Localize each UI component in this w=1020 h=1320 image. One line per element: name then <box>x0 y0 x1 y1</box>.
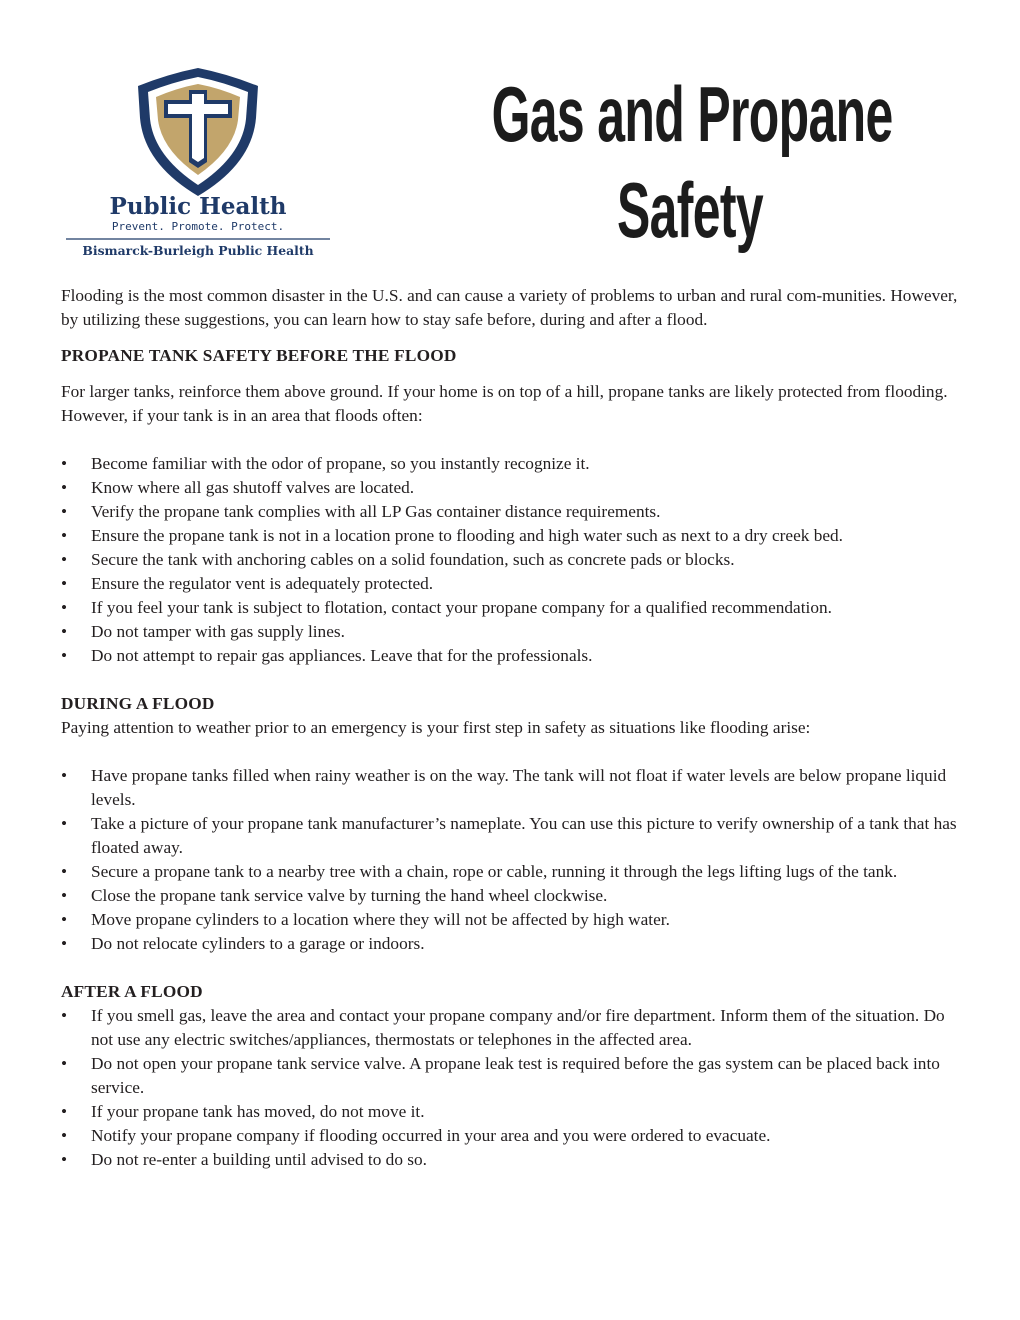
list-item: • Do not re-enter a building until advised to do so. <box>61 1148 963 1172</box>
title-line-2: Safety <box>617 166 763 254</box>
during-flood-list <box>61 764 963 956</box>
section-heading-after-flood: AFTER A FLOOD <box>61 982 203 1001</box>
section-intro-during-flood: Paying attention to weather prior to an emergency is your first step in safety as situations like flooding arise: <box>61 718 811 737</box>
intro-paragraph: Flooding is the most common disaster in the U.S. and can cause a variety of problems to urban and rural com-munities. However, by utilizing these suggestions, you can learn how to stay safe before, during and after a flood. <box>61 286 958 329</box>
list-item: • Do not relocate cylinders to a garage or indoors. <box>61 932 963 956</box>
list-item: • Close the propane tank service valve by turning the hand wheel clockwise. <box>61 884 963 908</box>
section-heading-before-flood: PROPANE TANK SAFETY BEFORE THE FLOOD <box>61 346 457 365</box>
list-item: • Ensure the regulator vent is adequately protected. <box>61 572 963 596</box>
list-item: • If you feel your tank is subject to flotation, contact your propane company for a qualified recommendation. <box>61 596 963 620</box>
page-title <box>491 66 893 258</box>
title-line-1: Gas and Propane <box>491 70 893 158</box>
shield-cross-icon <box>62 64 334 264</box>
after-flood-list <box>61 1004 963 1172</box>
list-item: • Become familiar with the odor of propane, so you instantly recognize it. <box>61 452 963 476</box>
list-item: • Take a picture of your propane tank manufacturer’s nameplate. You can use this picture to verify ownership of a tank that has floated away. <box>61 812 963 860</box>
list-item: • Move propane cylinders to a location where they will not be affected by high water. <box>61 908 963 932</box>
document-body <box>61 284 963 1172</box>
list-item: • If your propane tank has moved, do not move it. <box>61 1100 963 1124</box>
public-health-logo <box>62 64 334 264</box>
list-item: • Do not attempt to repair gas appliances. Leave that for the professionals. <box>61 644 963 668</box>
section-intro-before-flood: For larger tanks, reinforce them above ground. If your home is on top of a hill, propane tanks are likely protected from flooding. However, if your tank is in an area that floods often: <box>61 382 948 425</box>
section-heading-during-flood: DURING A FLOOD <box>61 694 215 713</box>
list-item: • Do not tamper with gas supply lines. <box>61 620 963 644</box>
before-flood-list <box>61 452 963 668</box>
list-item: • Do not open your propane tank service valve. A propane leak test is required before the gas system can be placed back into service. <box>61 1052 963 1100</box>
list-item: • Have propane tanks filled when rainy weather is on the way. The tank will not float if water levels are below propane liquid levels. <box>61 764 963 812</box>
list-item: • Verify the propane tank complies with all LP Gas container distance requirements. <box>61 500 963 524</box>
list-item: • Ensure the propane tank is not in a location prone to flooding and high water such as next to a dry creek bed. <box>61 524 963 548</box>
list-item: • If you smell gas, leave the area and contact your propane company and/or fire department. Inform them of the situation. Do not use any electric switches/appliances, thermostats or telephones in the affected area. <box>61 1004 963 1052</box>
list-item: • Secure the tank with anchoring cables on a solid foundation, such as concrete pads or blocks. <box>61 548 963 572</box>
logo-org-name: Public Health <box>109 193 287 220</box>
list-item: • Secure a propane tank to a nearby tree with a chain, rope or cable, running it through the legs lifting lugs of the tank. <box>61 860 963 884</box>
list-item: • Know where all gas shutoff valves are located. <box>61 476 963 500</box>
list-item: • Notify your propane company if flooding occurred in your area and you were ordered to evacuate. <box>61 1124 963 1148</box>
logo-tagline: Prevent. Promote. Protect. <box>111 220 285 233</box>
logo-department: Bismarck-Burleigh Public Health <box>82 243 314 258</box>
